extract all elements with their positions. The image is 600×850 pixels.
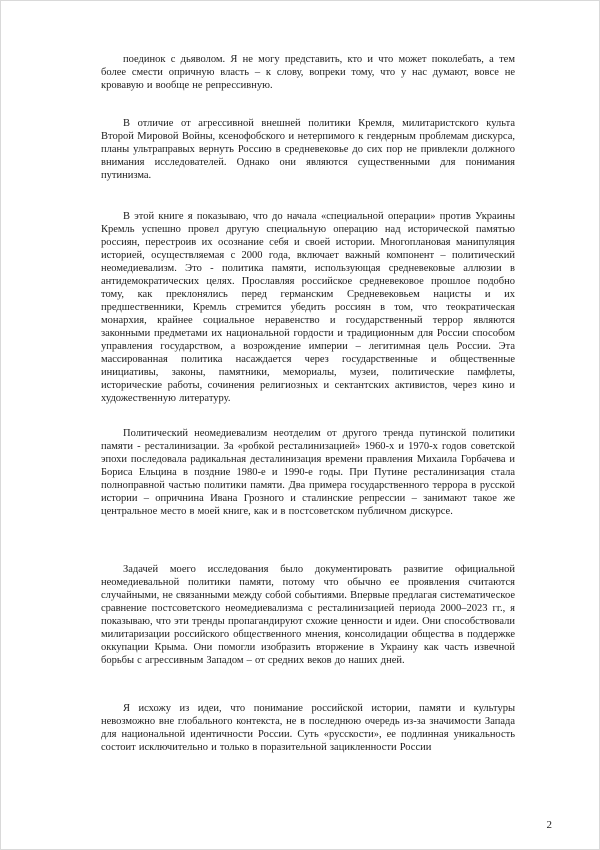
paragraph-5: Задачей моего исследования было документировать развитие официальной неомедиевальной политики памяти, потому что обычно ее проявления считаются случайными, не связанными между собой событиями. Впервые предлагая систематическое сравнение постсоветского неомедиевализма с ресталинизацией периода 2000–2023 гг., я показываю, что эти тренды пропагандируют схожие ценности и идеи. Они способствовали милитаризации российского общественного мнения, консолидации общества в поддержке оккупации Крыма. Они помогли изобразить вторжение в Украину как часть извечной борьбы с агрессивным Западом – от средних веков до наших дней. <box>101 564 515 666</box>
paragraph-1: поединок с дьяволом. Я не могу представить, кто и что может поколебать, а тем более смести опричную власть – к слову, вопреки тому, что у нас думают, вовсе не кровавую и вообще не репрессивную. <box>101 54 515 91</box>
paragraph-6: Я исхожу из идеи, что понимание российской истории, памяти и культуры невозможно вне глобального контекста, не в последнюю очередь из-за значимости Запада для национальной идентичности России. Суть «русскости», ее подлинная уникальность состоит исключительно и только в поразительной зацикленности России <box>101 703 515 753</box>
paragraph-4: Политический неомедиевализм неотделим от другого тренда путинской политики памяти - ресталинизации. За «робкой ресталинизацией» 1960-х и 1970-х годов советской эпохи последовала радикальная десталинизация времени правления Михаила Горбачева и Бориса Ельцина в поздние 1980-е и 1990-е годы. При Путине ресталинизация стала полноправной частью политики памяти. Два примера государственного террора в русской истории – опричнина Ивана Грозного и сталинские репрессии – занимают такое же центральное место в моей книге, как и в постсоветском публичном дискурсе. <box>101 428 515 517</box>
text-block <box>101 53 515 754</box>
paragraph-3: В этой книге я показываю, что до начала «специальной операции» против Украины Кремль успешно провел другую специальную операцию над исторической памятью россиян, перестроив их осознание себя и своей истории. Многоплановая манипуляция историей, осуществляемая с 2000 года, включает важный компонент – политический неомедиевализм. Это - политика памяти, использующая средневековые аллюзии в антидемократических целях. Прославляя российское средневековое прошлое подобно тому, как преклонялись перед германским Средневековьем нацисты и их предшественники, Кремль стремится убедить россиян в том, что теократическая монархия, крайнее социальное неравенство и государственный террор являются законными предметами их национальной гордости и традиционным для России способом управления государством, а возрождение империи – легитимная цель России. Эта массированная политика насаждается через государственные и общественные инициативы, законы, памятники, мемориалы, музеи, политические памфлеты, исторические работы, сочинения религиозных и сектантских активистов, через кино и художественную литературу. <box>101 211 515 404</box>
page-number: 2 <box>546 819 552 831</box>
paragraph-2: В отличие от агрессивной внешней политики Кремля, милитаристского культа Второй Мировой Войны, ксенофобского и нетерпимого к гендерным проблемам дискурса, планы ультраправых вернуть Россию в средневековье до сих пор не привлекли должного внимания исследователей. Однако они являются существенными для понимания путинизма. <box>101 118 515 181</box>
